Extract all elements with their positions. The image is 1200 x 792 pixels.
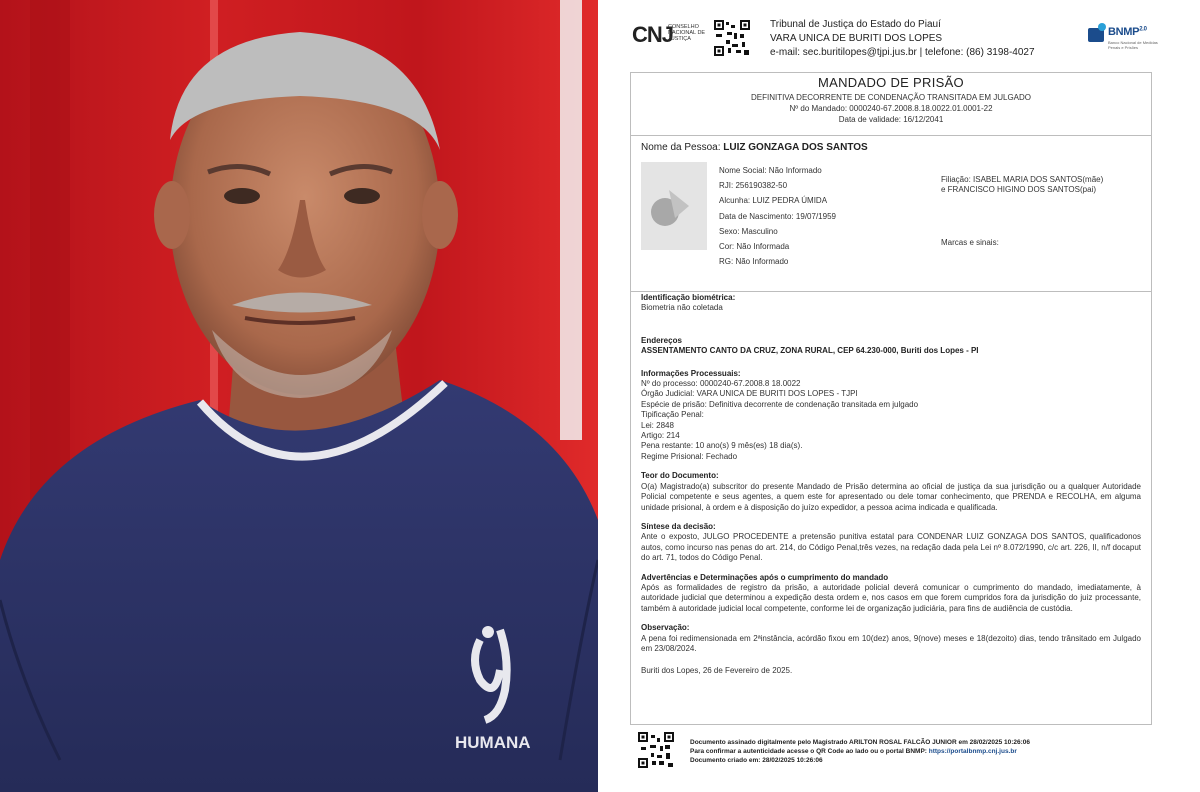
court-unit: VARA UNICA DE BURITI DOS LOPES bbox=[770, 33, 943, 44]
court-contact: e-mail: sec.buritilopes@tjpi.jus.br | telefone: (86) 3198-4027 bbox=[770, 47, 1035, 58]
signature-text bbox=[690, 738, 1030, 765]
warrant-title-block bbox=[631, 73, 1151, 136]
process-number: Nº do processo: 0000240-67.2008.8 18.0022 bbox=[641, 379, 801, 389]
person-name-row bbox=[641, 142, 868, 153]
person-name: LUIZ GONZAGA DOS SANTOS bbox=[723, 142, 868, 153]
arrest-type: Espécie de prisão: Definitiva decorrente de condenação transitada em julgado bbox=[641, 399, 919, 409]
warrant-subtitle: DEFINITIVA DECORRENTE DE CONDENAÇÃO TRANSITADA EM JULGADO bbox=[750, 93, 1032, 102]
field-color: Cor: Não Informada bbox=[719, 242, 790, 252]
filiation-mother: Filiação: ISABEL MARIA DOS SANTOS(mãe) bbox=[941, 175, 1104, 184]
cnj-subtitle: CONSELHO NACIONAL DE JUSTIÇA bbox=[668, 24, 706, 42]
warnings-text: Após as formalidades de registro da prisão, a autoridade policial deverá comunicar o cumprimento do mandado, imediatamente, à autoridade judicial que determinou a expedição desta ordem e, nos casos em que forem cumpridos fora da jurisdição do juiz processante, também à autoridade judicial local competente, conforme lei de organização judiciária, para fins de audiência de custódia. bbox=[641, 582, 1141, 613]
creation-date-line: Documento criado em: 28/02/2025 10:26:06 bbox=[690, 757, 823, 764]
shirt-logo-text: HUMANA bbox=[455, 733, 531, 752]
bnmp-portal-link[interactable]: https://portalbnmp.cnj.jus.br bbox=[928, 748, 1017, 755]
address-text: ASSENTAMENTO CANTO DA CRUZ, ZONA RURAL, CEP 64.230-000, Buriti dos Lopes - PI bbox=[641, 346, 979, 356]
footer-qr-code-icon[interactable] bbox=[638, 732, 674, 768]
filiation-father: e FRANCISCO HIGINO DOS SANTOS(pai) bbox=[941, 185, 1096, 194]
biometrics-section bbox=[641, 293, 1141, 314]
signature-line: Documento assinado digitalmente pelo Magistrado ARILTON ROSAL FALCÃO JUNIOR em 28/02/2025 10:26:06 bbox=[690, 739, 1031, 746]
avatar-placeholder bbox=[641, 162, 707, 250]
law: Lei: 2848 bbox=[641, 420, 674, 430]
document-content-text: O(a) Magistrado(a) subscritor do presente Mandado de Prisão determina ao oficial de justiça da sua jurisdição ou a qualquer Autoridade Policial competente e seus agentes, a quem este for apresentado ou dele tomar conhecimento, que PRENDA e RECOLHA, em alguma unidade prisional, à ordem e à disposição do juízo expedidor, a pessoa acima indicada e qualificada. bbox=[641, 481, 1141, 512]
decision-summary-section bbox=[641, 522, 1141, 564]
court-header-text bbox=[770, 18, 1035, 60]
document-content-title: Teor do Documento: bbox=[641, 471, 719, 481]
signature-footer bbox=[638, 730, 1158, 770]
warrant-title: MANDADO DE PRISÃO bbox=[818, 75, 964, 90]
warrant-frame bbox=[630, 72, 1152, 725]
decision-summary-text: Ante o exposto, JULGO PROCEDENTE a pretensão punitiva estatal para CONDENAR LUIZ GONZAGA DOS SANTOS, qualificadonos autos, como incurso nas penas do art. 214, do Código Penal,três vezes, na redação dada pela Lei nº 8.072/1990, c/c art. 226, II, n/f docaput do art. 71, todos do Código Penal. bbox=[641, 532, 1141, 563]
person-name-label: Nome da Pessoa: bbox=[641, 142, 721, 153]
document-header bbox=[598, 0, 1200, 70]
mugshot-photo bbox=[0, 0, 598, 792]
process-info-title: Informações Processuais: bbox=[641, 368, 741, 378]
penal-classification: Tipificação Penal: bbox=[641, 410, 704, 420]
person-fields bbox=[719, 163, 836, 269]
bnmp-subtitle: Banco Nacional de Medidas Penais e Prisões bbox=[1108, 40, 1158, 50]
prison-regime: Regime Prisional: Fechado bbox=[641, 451, 738, 461]
place-and-date: Buriti dos Lopes, 26 de Fevereiro de 2025. bbox=[641, 666, 793, 676]
person-photo-illustration bbox=[0, 0, 598, 792]
document-content-section bbox=[641, 471, 1141, 513]
field-social-name: Nome Social: Não Informado bbox=[719, 166, 822, 175]
authenticity-line bbox=[690, 747, 1030, 756]
observation-text: A pena foi redimensionada em 2ªinstância, acórdão fixou em 10(dez) anos, 9(nove) meses e 18(dezoito) dias, tendo trânsitado em Julgado em 23/08/2024. bbox=[641, 633, 1141, 653]
observation-section bbox=[641, 623, 1141, 654]
field-rji: RJI: 256190382-50 bbox=[719, 181, 788, 191]
arrest-warrant-document bbox=[598, 0, 1200, 792]
warnings-title: Advertências e Determinações após o cumprimento do mandado bbox=[641, 572, 889, 582]
field-birth-date: Data de Nascimento: 19/07/1959 bbox=[719, 211, 836, 221]
process-info-section bbox=[641, 369, 1141, 463]
bnmp-logo-icon bbox=[1086, 22, 1108, 44]
authenticity-text: Para confirmar a autenticidade acesse o QR Code ao lado ou o portal BNMP: bbox=[690, 748, 929, 755]
biometrics-text: Biometria não coletada bbox=[641, 303, 723, 313]
address-title: Endereços bbox=[641, 335, 682, 345]
decision-summary-title: Síntese da decisão: bbox=[641, 521, 716, 531]
warnings-section bbox=[641, 573, 1141, 615]
shapes-placeholder-icon bbox=[641, 162, 707, 250]
white-door-frame bbox=[560, 0, 582, 440]
court-name: Tribunal de Justiça do Estado do Piauí bbox=[770, 19, 941, 30]
warrant-body bbox=[641, 293, 1141, 677]
field-alias: Alcunha: LUIZ PEDRA ÚMIDA bbox=[719, 196, 828, 206]
article: Artigo: 214 bbox=[641, 431, 680, 441]
person-section bbox=[631, 135, 1151, 292]
field-sex: Sexo: Masculino bbox=[719, 226, 778, 236]
qr-code-icon bbox=[714, 20, 750, 56]
warrant-validity: Data de validade: 16/12/2041 bbox=[838, 115, 944, 124]
address-section bbox=[641, 336, 1141, 357]
bnmp-logo: $BNMP^{2.0}$ bbox=[1108, 26, 1147, 38]
filiation bbox=[941, 175, 1103, 195]
warrant-number: Nº do Mandado: 0000240-67.2008.8.18.0022.01.0001-22 bbox=[789, 104, 993, 113]
marks-and-signs: Marcas e sinais: bbox=[941, 238, 999, 247]
field-rg: RG: Não Informado bbox=[719, 257, 789, 267]
cnj-logo: CNJ bbox=[632, 22, 674, 47]
biometrics-title: Identificação biométrica: bbox=[641, 293, 736, 302]
judicial-body: Órgão Judicial: VARA UNICA DE BURITI DOS LOPES - TJPI bbox=[641, 389, 858, 399]
observation-title: Observação: bbox=[641, 623, 690, 633]
remaining-sentence: Pena restante: 10 ano(s) 9 mês(es) 18 dia(s). bbox=[641, 441, 803, 451]
